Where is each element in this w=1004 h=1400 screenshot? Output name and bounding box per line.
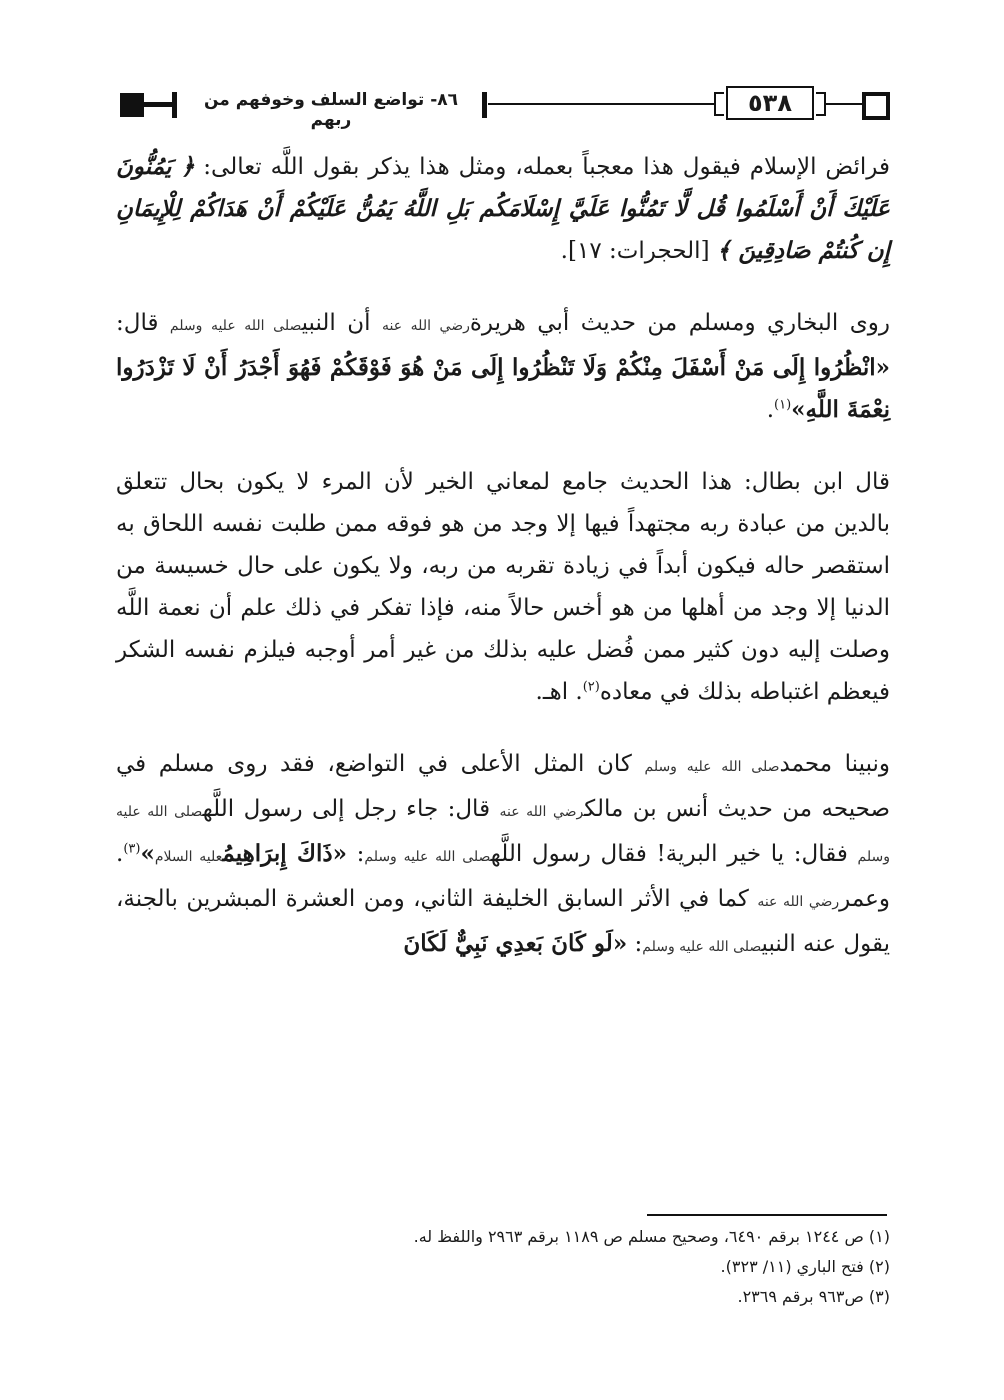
honorific: صلى الله عليه وسلم	[116, 804, 890, 865]
text-run: . اهـ.	[535, 679, 583, 705]
header-divider	[482, 92, 487, 118]
footnote-3: (٣) ص٩٦٣ برقم ٢٣٦٩.	[737, 1287, 890, 1306]
header-ornament-left	[120, 93, 144, 117]
quran-verse: ﴿ يَمُنُّونَ عَلَيْكَ أَنْ أَسْلَمُوا قُل لَّا تَمُنُّوا عَلَيَّ إِسْلَامَكُم بَلِ اللَّهُ يَمُنُّ عَلَيْكُمْ أَنْ هَدَاكُمْ لِلْإِيمَانِ إِن كُنتُمْ صَادِقِينَ ﴾	[116, 153, 890, 264]
text-run: أن النبي	[301, 310, 382, 336]
footnote-2: (٢) فتح الباري (١١/ ٣٢٣).	[720, 1257, 890, 1276]
paragraph-3	[116, 461, 890, 713]
header-rule-left	[142, 102, 172, 107]
honorific: صلى الله عليه وسلم	[169, 318, 302, 334]
header-rule-right	[824, 103, 866, 105]
header-ornament-right	[862, 92, 890, 120]
chapter-title: ٨٦- تواضع السلف وخوفهم من ربهم	[186, 90, 476, 130]
text-run: قال: جاء رجل إلى رسول اللَّه	[202, 796, 500, 822]
page-header	[112, 84, 892, 130]
text-run: روى البخاري ومسلم من حديث أبي هريرة	[469, 310, 890, 336]
footnote-ref-3[interactable]: (٣)	[123, 841, 141, 857]
verse-reference: [الحجرات: ١٧].	[560, 238, 717, 264]
text-run: قال ابن بطال: هذا الحديث جامع لمعاني الخير لأن المرء لا يكون بحال تتعلق بالدين من عبادة ربه مجتهداً فيها إلا وجد من هو فوقه ممن طلبت نفسه اللحاق به استقصر حاله فيكون أبداً في زيادة تقربه من ربه، ولا يكون على حال خسيسة من الدنيا إلا وجد من أهلها من هو أخس حالاً منه، فإذا تفكر في ذلك علم أن نعمة اللَّه وصلت إليه دون كثير ممن فُضل عليه بذلك من غير أمر أوجبه فيلزم نفسه الشكر فيعظم اغتباطه بذلك في معاده	[116, 469, 890, 705]
honorific: صلى الله عليه وسلم	[642, 939, 762, 955]
footnote-separator	[647, 1214, 887, 1216]
paragraph-1	[116, 146, 890, 272]
honorific: رضي الله عنه	[499, 804, 585, 820]
footnote-ref-1[interactable]: (١)	[774, 397, 792, 413]
honorific: عليه السلام	[154, 849, 223, 865]
header-rule-middle	[488, 103, 714, 105]
hadith-quote: «انْظُرُوا إِلَى مَنْ أَسْفَلَ مِنْكُمْ وَلَا تَنْظُرُوا إِلَى مَنْ هُوَ فَوْقَكُمْ فَهُوَ أَجْدَرُ أَنْ لَا تَزْدَرُوا نِعْمَةَ اللَّهِ»	[116, 354, 890, 423]
footnotes	[116, 1222, 890, 1312]
header-divider	[172, 92, 177, 118]
footnote-1: (١) ص ١٢٤٤ برقم ٦٤٩٠، وصحيح مسلم ص ١١٨٩ برقم ٢٩٦٣ واللفظ له.	[413, 1227, 890, 1246]
hadith-quote: «لَو كَانَ بَعدِي نَبِيٌّ لَكَانَ	[403, 930, 628, 957]
text-run: تعالى:	[194, 154, 262, 180]
paragraph-2	[116, 302, 890, 431]
text-run: كان المثل الأعلى في التواضع، فقد روى مسلم في صحيحه من حديث أنس بن مالك	[116, 751, 891, 822]
text-run: قال:	[116, 310, 170, 336]
text-run: »	[140, 840, 155, 867]
page-number-frame	[726, 86, 814, 120]
paragraph-4	[116, 743, 890, 968]
text-run: .	[766, 397, 774, 423]
main-text	[116, 146, 890, 998]
honorific: رضي الله عنه	[757, 894, 840, 910]
text-run: فقال: يا خير البرية! فقال رسول اللَّه	[490, 841, 858, 867]
honorific: صلى الله عليه وسلم	[364, 849, 491, 865]
text-run: :	[346, 841, 365, 867]
text-run: . وعمر	[116, 841, 890, 912]
honorific: صلى الله عليه وسلم	[644, 759, 780, 775]
text-run: :	[627, 931, 643, 957]
hadith-quote: «ذَاكَ إِبرَاهِيمُ	[222, 840, 347, 867]
text-run: فرائض الإسلام فيقول هذا معجباً بعمله، ومثل هذا يذكر بقول اللَّه	[270, 154, 890, 180]
footnote-ref-2[interactable]: (٢)	[582, 679, 600, 695]
honorific: رضي الله عنه	[382, 318, 470, 334]
page-number: ٥٣٨	[748, 89, 792, 117]
text-run: كما في الأثر السابق الخليفة الثاني، ومن العشرة المبشرين بالجنة، يقول عنه النبي	[116, 886, 890, 957]
text-run: ونبينا محمد	[779, 751, 891, 777]
